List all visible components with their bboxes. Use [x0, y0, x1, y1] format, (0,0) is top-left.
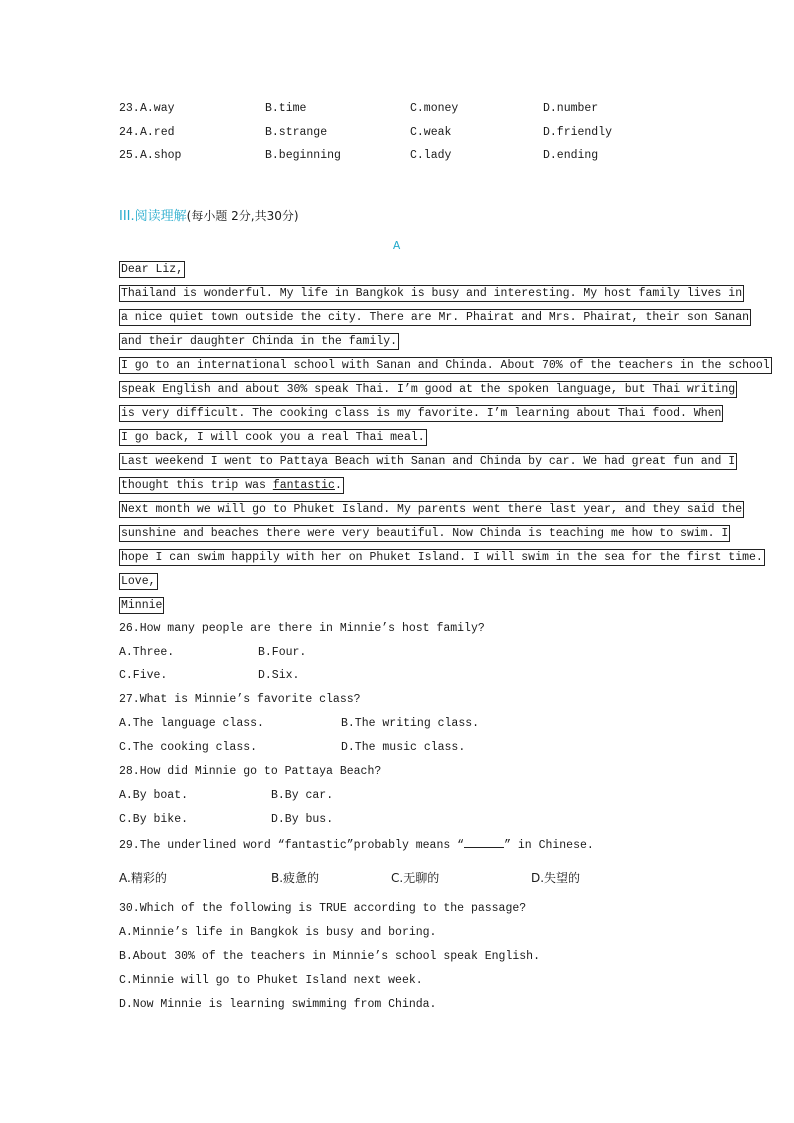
question-26 — [0, 622, 794, 640]
letter-closing: Love, — [121, 575, 156, 588]
letter-line: I go back, I will cook you a real Thai meal. — [121, 431, 425, 444]
letter-line: is very difficult. The cooking class is my favorite. I’m learning about Thai food. When — [121, 407, 722, 420]
section-title: III.阅读理解 — [119, 209, 187, 224]
option-c: C.Minnie will go to Phuket Island next week. — [119, 974, 423, 987]
letter-line: a nice quiet town outside the city. There are Mr. Phairat and Mrs. Phairat, their son Sanan — [121, 311, 750, 324]
question-stem: 28.How did Minnie go to Pattaya Beach? — [119, 765, 382, 778]
passage-label: A — [393, 239, 401, 253]
options-26-cd — [0, 669, 794, 687]
options-26-ab — [0, 646, 794, 664]
letter-line: hope I can swim happily with her on Phuket Island. I will swim in the sea for the first time. — [121, 551, 763, 564]
letter-signature: Minnie — [121, 599, 163, 612]
option-a: A.The language class. — [119, 717, 264, 730]
letter-line: Thailand is wonderful. My life in Bangkok is busy and interesting. My host family lives in — [121, 287, 743, 300]
option-c: C.money — [410, 102, 459, 115]
letter-line: Next month we will go to Phuket Island. My parents went there last year, and they said the — [121, 503, 743, 516]
question-28 — [0, 765, 794, 783]
option-a: A.red — [140, 126, 175, 139]
option-c: C.The cooking class. — [119, 741, 258, 754]
question-30 — [0, 902, 794, 920]
letter-line: Last weekend I went to Pattaya Beach with Sanan and Chinda by car. We had great fun and I — [121, 455, 736, 468]
option-c: C.Five. — [119, 669, 168, 682]
option-d: D.Six. — [258, 669, 300, 682]
option-d: D.失望的 — [531, 871, 581, 885]
letter-line: sunshine and beaches there were very beautiful. Now Chinda is teaching me how to swim. I — [121, 527, 729, 540]
option-a: A.Minnie’s life in Bangkok is busy and boring. — [119, 926, 437, 939]
underlined-word: fantastic — [272, 479, 335, 492]
option-d: D.number — [543, 102, 599, 115]
option-row-23 — [0, 102, 794, 120]
option-a: A.way — [140, 102, 175, 115]
letter-line — [119, 477, 344, 494]
option-b: B.beginning — [265, 149, 341, 162]
option-b: B.time — [265, 102, 307, 115]
options-28-cd — [0, 813, 794, 831]
letter-line: speak English and about 30% speak Thai. I’m good at the spoken language, but Thai writing — [121, 383, 736, 396]
option-b: B.About 30% of the teachers in Minnie’s school speak English. — [119, 950, 540, 963]
question-number: 25. — [119, 149, 140, 162]
letter-text: thought this trip was — [121, 479, 273, 492]
option-d: D.ending — [543, 149, 599, 162]
section-points: (每小题 2分,共30分) — [186, 209, 299, 223]
option-row — [0, 998, 794, 1016]
option-row — [0, 974, 794, 992]
option-a: A.shop — [140, 149, 182, 162]
options-27-cd — [0, 741, 794, 759]
option-a: A.By boat. — [119, 789, 189, 802]
option-b: B.By car. — [271, 789, 334, 802]
question-27 — [0, 693, 794, 711]
answer-blank — [464, 837, 504, 848]
option-d: D.friendly — [543, 126, 613, 139]
question-stem: 29.The underlined word “fantastic”probably means “ ” in Chinese. — [119, 839, 594, 852]
option-b: B.Four. — [258, 646, 307, 659]
question-29 — [0, 837, 794, 855]
question-number: 23. — [119, 102, 140, 115]
question-stem: 27.What is Minnie’s favorite class? — [119, 693, 361, 706]
option-b: B.The writing class. — [341, 717, 480, 730]
option-b: B.strange — [265, 126, 328, 139]
question-stem: 26.How many people are there in Minnie’s host family? — [119, 622, 485, 635]
option-c: C.weak — [410, 126, 452, 139]
options-29 — [0, 869, 794, 887]
section-heading — [119, 205, 299, 224]
option-d: D.The music class. — [341, 741, 466, 754]
option-a: A.精彩的 — [119, 871, 167, 885]
option-row-25 — [0, 149, 794, 167]
letter-greeting: Dear Liz, — [121, 263, 184, 276]
letter-line: I go to an international school with Sanan and Chinda. About 70% of the teachers in the school — [121, 359, 770, 372]
letter-text: . — [334, 479, 342, 492]
option-b: B.疲惫的 — [271, 871, 320, 885]
question-stem: 30.Which of the following is TRUE according to the passage? — [119, 902, 527, 915]
option-row — [0, 950, 794, 968]
option-c: C.无聊的 — [391, 871, 440, 885]
option-a: A.Three. — [119, 646, 175, 659]
option-c: C.lady — [410, 149, 452, 162]
question-number: 24. — [119, 126, 140, 139]
option-d: D.By bus. — [271, 813, 334, 826]
options-28-ab — [0, 789, 794, 807]
letter-line: and their daughter Chinda in the family. — [121, 335, 398, 348]
option-row-24 — [0, 126, 794, 144]
options-27-ab — [0, 717, 794, 735]
option-row — [0, 926, 794, 944]
option-d: D.Now Minnie is learning swimming from Chinda. — [119, 998, 437, 1011]
option-c: C.By bike. — [119, 813, 189, 826]
